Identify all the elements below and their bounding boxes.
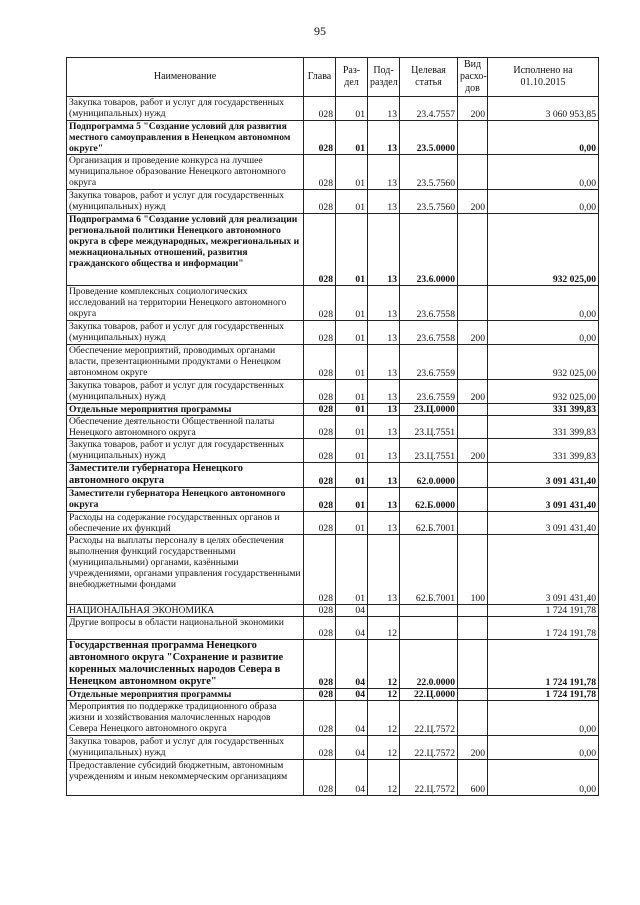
row-chapter: 028	[304, 617, 336, 640]
row-section: 01	[336, 345, 368, 380]
row-amount: 0,00	[488, 121, 599, 155]
table-row	[67, 155, 599, 190]
header-expense-type: Вид расхо- дов	[458, 58, 488, 97]
row-amount: 0,00	[488, 190, 599, 214]
row-subsection: 12	[368, 617, 400, 640]
table-row	[67, 512, 599, 535]
row-expense-type	[458, 416, 488, 439]
row-subsection: 12	[368, 760, 400, 796]
row-expense-type	[458, 155, 488, 190]
row-target: 62.0.0000	[400, 463, 458, 488]
row-subsection: 13	[368, 214, 400, 286]
row-target: 23.5.0000	[400, 121, 458, 155]
row-amount: 0,00	[488, 155, 599, 190]
row-amount: 1 724 191,78	[488, 617, 599, 640]
row-expense-type	[458, 121, 488, 155]
row-expense-type	[458, 463, 488, 488]
row-section: 01	[336, 321, 368, 345]
row-expense-type	[458, 512, 488, 535]
row-amount: 0,00	[488, 736, 599, 760]
row-subsection: 13	[368, 121, 400, 155]
row-expense-type: 200	[458, 380, 488, 404]
row-section: 04	[336, 701, 368, 736]
row-expense-type: 200	[458, 439, 488, 463]
table-row	[67, 701, 599, 736]
row-expense-type	[458, 640, 488, 689]
row-subsection: 13	[368, 512, 400, 535]
row-amount: 3 091 431,40	[488, 488, 599, 512]
row-section: 04	[336, 617, 368, 640]
row-target: 23.6.7558	[400, 286, 458, 321]
row-subsection: 12	[368, 736, 400, 760]
row-chapter: 028	[304, 380, 336, 404]
budget-table	[66, 57, 599, 796]
row-subsection	[368, 605, 400, 617]
row-subsection: 13	[368, 190, 400, 214]
row-amount: 0,00	[488, 321, 599, 345]
row-target: 62.Б.7001	[400, 512, 458, 535]
row-target: 62.Б.7001	[400, 535, 458, 605]
row-name: Закупка товаров, работ и услуг для государственных (муниципальных) нужд	[67, 190, 304, 214]
row-amount: 331 399,83	[488, 416, 599, 439]
row-name: Отдельные мероприятия программы	[67, 689, 304, 701]
row-chapter: 028	[304, 605, 336, 617]
row-expense-type: 600	[458, 760, 488, 796]
row-amount: 0,00	[488, 701, 599, 736]
row-subsection: 13	[368, 97, 400, 121]
row-section: 01	[336, 97, 368, 121]
row-amount: 1 724 191,78	[488, 605, 599, 617]
row-chapter: 028	[304, 286, 336, 321]
row-name: Расходы на содержание государственных органов и обеспечение их функций	[67, 512, 304, 535]
row-chapter: 028	[304, 97, 336, 121]
row-name: Обеспечение деятельности Общественной палаты Ненецкого автономного округа	[67, 416, 304, 439]
row-subsection: 13	[368, 404, 400, 416]
row-chapter: 028	[304, 345, 336, 380]
row-expense-type: 200	[458, 97, 488, 121]
row-target: 22.0.0000	[400, 640, 458, 689]
row-amount: 3 091 431,40	[488, 463, 599, 488]
row-chapter: 028	[304, 463, 336, 488]
row-name: Закупка товаров, работ и услуг для государственных (муниципальных) нужд	[67, 736, 304, 760]
row-section: 01	[336, 380, 368, 404]
row-target: 22.Ц.7572	[400, 760, 458, 796]
table-row	[67, 286, 599, 321]
row-subsection: 12	[368, 640, 400, 689]
row-subsection: 13	[368, 463, 400, 488]
row-chapter: 028	[304, 701, 336, 736]
row-target: 62.Б.0000	[400, 488, 458, 512]
row-name: Другие вопросы в области национальной экономики	[67, 617, 304, 640]
row-section: 04	[336, 605, 368, 617]
row-section: 01	[336, 190, 368, 214]
row-target: 23.4.7557	[400, 97, 458, 121]
row-subsection: 13	[368, 321, 400, 345]
row-subsection: 13	[368, 416, 400, 439]
row-chapter: 028	[304, 535, 336, 605]
row-target	[400, 617, 458, 640]
row-name: Предоставление субсидий бюджетным, автономным учреждениям и иным некоммерческим организациям	[67, 760, 304, 796]
row-target: 22.Ц.7572	[400, 701, 458, 736]
row-name: Закупка товаров, работ и услуг для государственных (муниципальных) нужд	[67, 97, 304, 121]
row-section: 01	[336, 155, 368, 190]
table-row	[67, 416, 599, 439]
header-target: Целевая статья	[400, 58, 458, 97]
row-target: 23.6.7559	[400, 345, 458, 380]
row-name: Закупка товаров, работ и услуг для государственных (муниципальных) нужд	[67, 321, 304, 345]
row-amount: 932 025,00	[488, 214, 599, 286]
row-section: 01	[336, 488, 368, 512]
row-section: 01	[336, 404, 368, 416]
row-chapter: 028	[304, 404, 336, 416]
row-subsection: 12	[368, 701, 400, 736]
row-section: 01	[336, 463, 368, 488]
table-row	[67, 121, 599, 155]
row-subsection: 13	[368, 380, 400, 404]
table-body	[67, 97, 599, 796]
row-name: Отдельные мероприятия программы	[67, 404, 304, 416]
row-name: Расходы на выплаты персоналу в целях обеспечения выполнения функций государственными (муниципальными) органами, казёнными учреждениями, органами управления государственными внебюджетными фондами	[67, 535, 304, 605]
row-subsection: 13	[368, 155, 400, 190]
row-expense-type	[458, 404, 488, 416]
row-name: Мероприятия по поддержке традиционного образа жизни и хозяйствования малочисленных народов Севера Ненецкого автономного округа	[67, 701, 304, 736]
table-row	[67, 535, 599, 605]
row-subsection: 13	[368, 345, 400, 380]
row-name: Закупка товаров, работ и услуг для государственных (муниципальных) нужд	[67, 439, 304, 463]
row-chapter: 028	[304, 512, 336, 535]
table-row	[67, 404, 599, 416]
row-amount: 932 025,00	[488, 345, 599, 380]
row-target: 23.Ц.7551	[400, 416, 458, 439]
row-section: 01	[336, 439, 368, 463]
row-chapter: 028	[304, 190, 336, 214]
row-name: Проведение комплексных социологических исследований на территории Ненецкого автономного округа	[67, 286, 304, 321]
row-amount: 3 060 953,85	[488, 97, 599, 121]
row-amount: 0,00	[488, 286, 599, 321]
row-name: Подпрограмма 6 "Создание условий для реализации региональной политики Ненецкого автономного округа в сфере международных, межрегиональных и межнациональных отношений, развития гражданского общества и информации"	[67, 214, 304, 286]
row-target: 23.6.0000	[400, 214, 458, 286]
row-amount: 331 399,83	[488, 439, 599, 463]
row-subsection: 12	[368, 689, 400, 701]
row-amount: 0,00	[488, 760, 599, 796]
row-chapter: 028	[304, 155, 336, 190]
row-name: НАЦИОНАЛЬНАЯ ЭКОНОМИКА	[67, 605, 304, 617]
table-row	[67, 439, 599, 463]
row-chapter: 028	[304, 321, 336, 345]
row-expense-type: 200	[458, 190, 488, 214]
row-expense-type	[458, 605, 488, 617]
header-section: Раз- дел	[336, 58, 368, 97]
table-row	[67, 97, 599, 121]
header-executed: Исполнено на 01.10.2015	[488, 58, 599, 97]
row-chapter: 028	[304, 736, 336, 760]
row-section: 01	[336, 286, 368, 321]
row-expense-type: 200	[458, 321, 488, 345]
table-row	[67, 640, 599, 689]
table-row	[67, 463, 599, 488]
header-row	[67, 58, 599, 97]
row-section: 01	[336, 535, 368, 605]
row-chapter: 028	[304, 640, 336, 689]
row-chapter: 028	[304, 416, 336, 439]
row-chapter: 028	[304, 488, 336, 512]
row-chapter: 028	[304, 214, 336, 286]
row-amount: 1 724 191,78	[488, 689, 599, 701]
row-expense-type	[458, 689, 488, 701]
row-amount: 3 091 431,40	[488, 512, 599, 535]
row-subsection: 13	[368, 535, 400, 605]
page-number: 95	[314, 24, 326, 38]
row-section: 04	[336, 736, 368, 760]
table-row	[67, 736, 599, 760]
row-target	[400, 605, 458, 617]
row-chapter: 028	[304, 439, 336, 463]
row-target: 22.Ц.7572	[400, 736, 458, 760]
row-chapter: 028	[304, 689, 336, 701]
row-expense-type	[458, 701, 488, 736]
row-section: 04	[336, 689, 368, 701]
row-amount: 932 025,00	[488, 380, 599, 404]
row-name: Закупка товаров, работ и услуг для государственных (муниципальных) нужд	[67, 380, 304, 404]
row-subsection: 13	[368, 488, 400, 512]
row-target: 23.Ц.7551	[400, 439, 458, 463]
row-target: 22.Ц.0000	[400, 689, 458, 701]
row-expense-type: 200	[458, 736, 488, 760]
row-expense-type: 100	[458, 535, 488, 605]
table-row	[67, 760, 599, 796]
row-name: Обеспечение мероприятий, проводимых органами власти, презентационными продуктами о Ненецком автономном округе	[67, 345, 304, 380]
table-row	[67, 321, 599, 345]
row-target: 23.5.7560	[400, 155, 458, 190]
row-section: 01	[336, 512, 368, 535]
header-chapter: Глава	[304, 58, 336, 97]
header-subsection: Под- раздел	[368, 58, 400, 97]
row-chapter: 028	[304, 760, 336, 796]
row-expense-type	[458, 286, 488, 321]
row-amount: 1 724 191,78	[488, 640, 599, 689]
row-name: Подпрограмма 5 "Создание условий для развития местного самоуправления в Ненецком автономном округе"	[67, 121, 304, 155]
row-expense-type	[458, 488, 488, 512]
row-section: 04	[336, 760, 368, 796]
table-row	[67, 605, 599, 617]
row-amount: 331 399,83	[488, 404, 599, 416]
row-subsection: 13	[368, 439, 400, 463]
row-expense-type	[458, 214, 488, 286]
row-target: 23.5.7560	[400, 190, 458, 214]
table-row	[67, 689, 599, 701]
row-chapter: 028	[304, 121, 336, 155]
row-target: 23.6.7559	[400, 380, 458, 404]
table-row	[67, 488, 599, 512]
table-row	[67, 190, 599, 214]
row-name: Заместители губернатора Ненецкого автономного округа	[67, 488, 304, 512]
table-row	[67, 214, 599, 286]
row-expense-type	[458, 345, 488, 380]
row-name: Организация и проведение конкурса на лучшее муниципальное образование Ненецкого автономного округа	[67, 155, 304, 190]
row-expense-type	[458, 617, 488, 640]
row-target: 23.Ц.0000	[400, 404, 458, 416]
row-target: 23.6.7558	[400, 321, 458, 345]
row-section: 01	[336, 121, 368, 155]
row-name: Заместители губернатора Ненецкого автономного округа	[67, 463, 304, 488]
row-section: 01	[336, 214, 368, 286]
row-section: 01	[336, 416, 368, 439]
row-section: 04	[336, 640, 368, 689]
table-row	[67, 617, 599, 640]
row-name: Государственная программа Ненецкого автономного округа "Сохранение и развитие коренных малочисленных народов Севера в Ненецком автономном округе"	[67, 640, 304, 689]
row-amount: 3 091 431,40	[488, 535, 599, 605]
header-name: Наименование	[67, 58, 304, 97]
table-row	[67, 380, 599, 404]
table-row	[67, 345, 599, 380]
row-subsection: 13	[368, 286, 400, 321]
